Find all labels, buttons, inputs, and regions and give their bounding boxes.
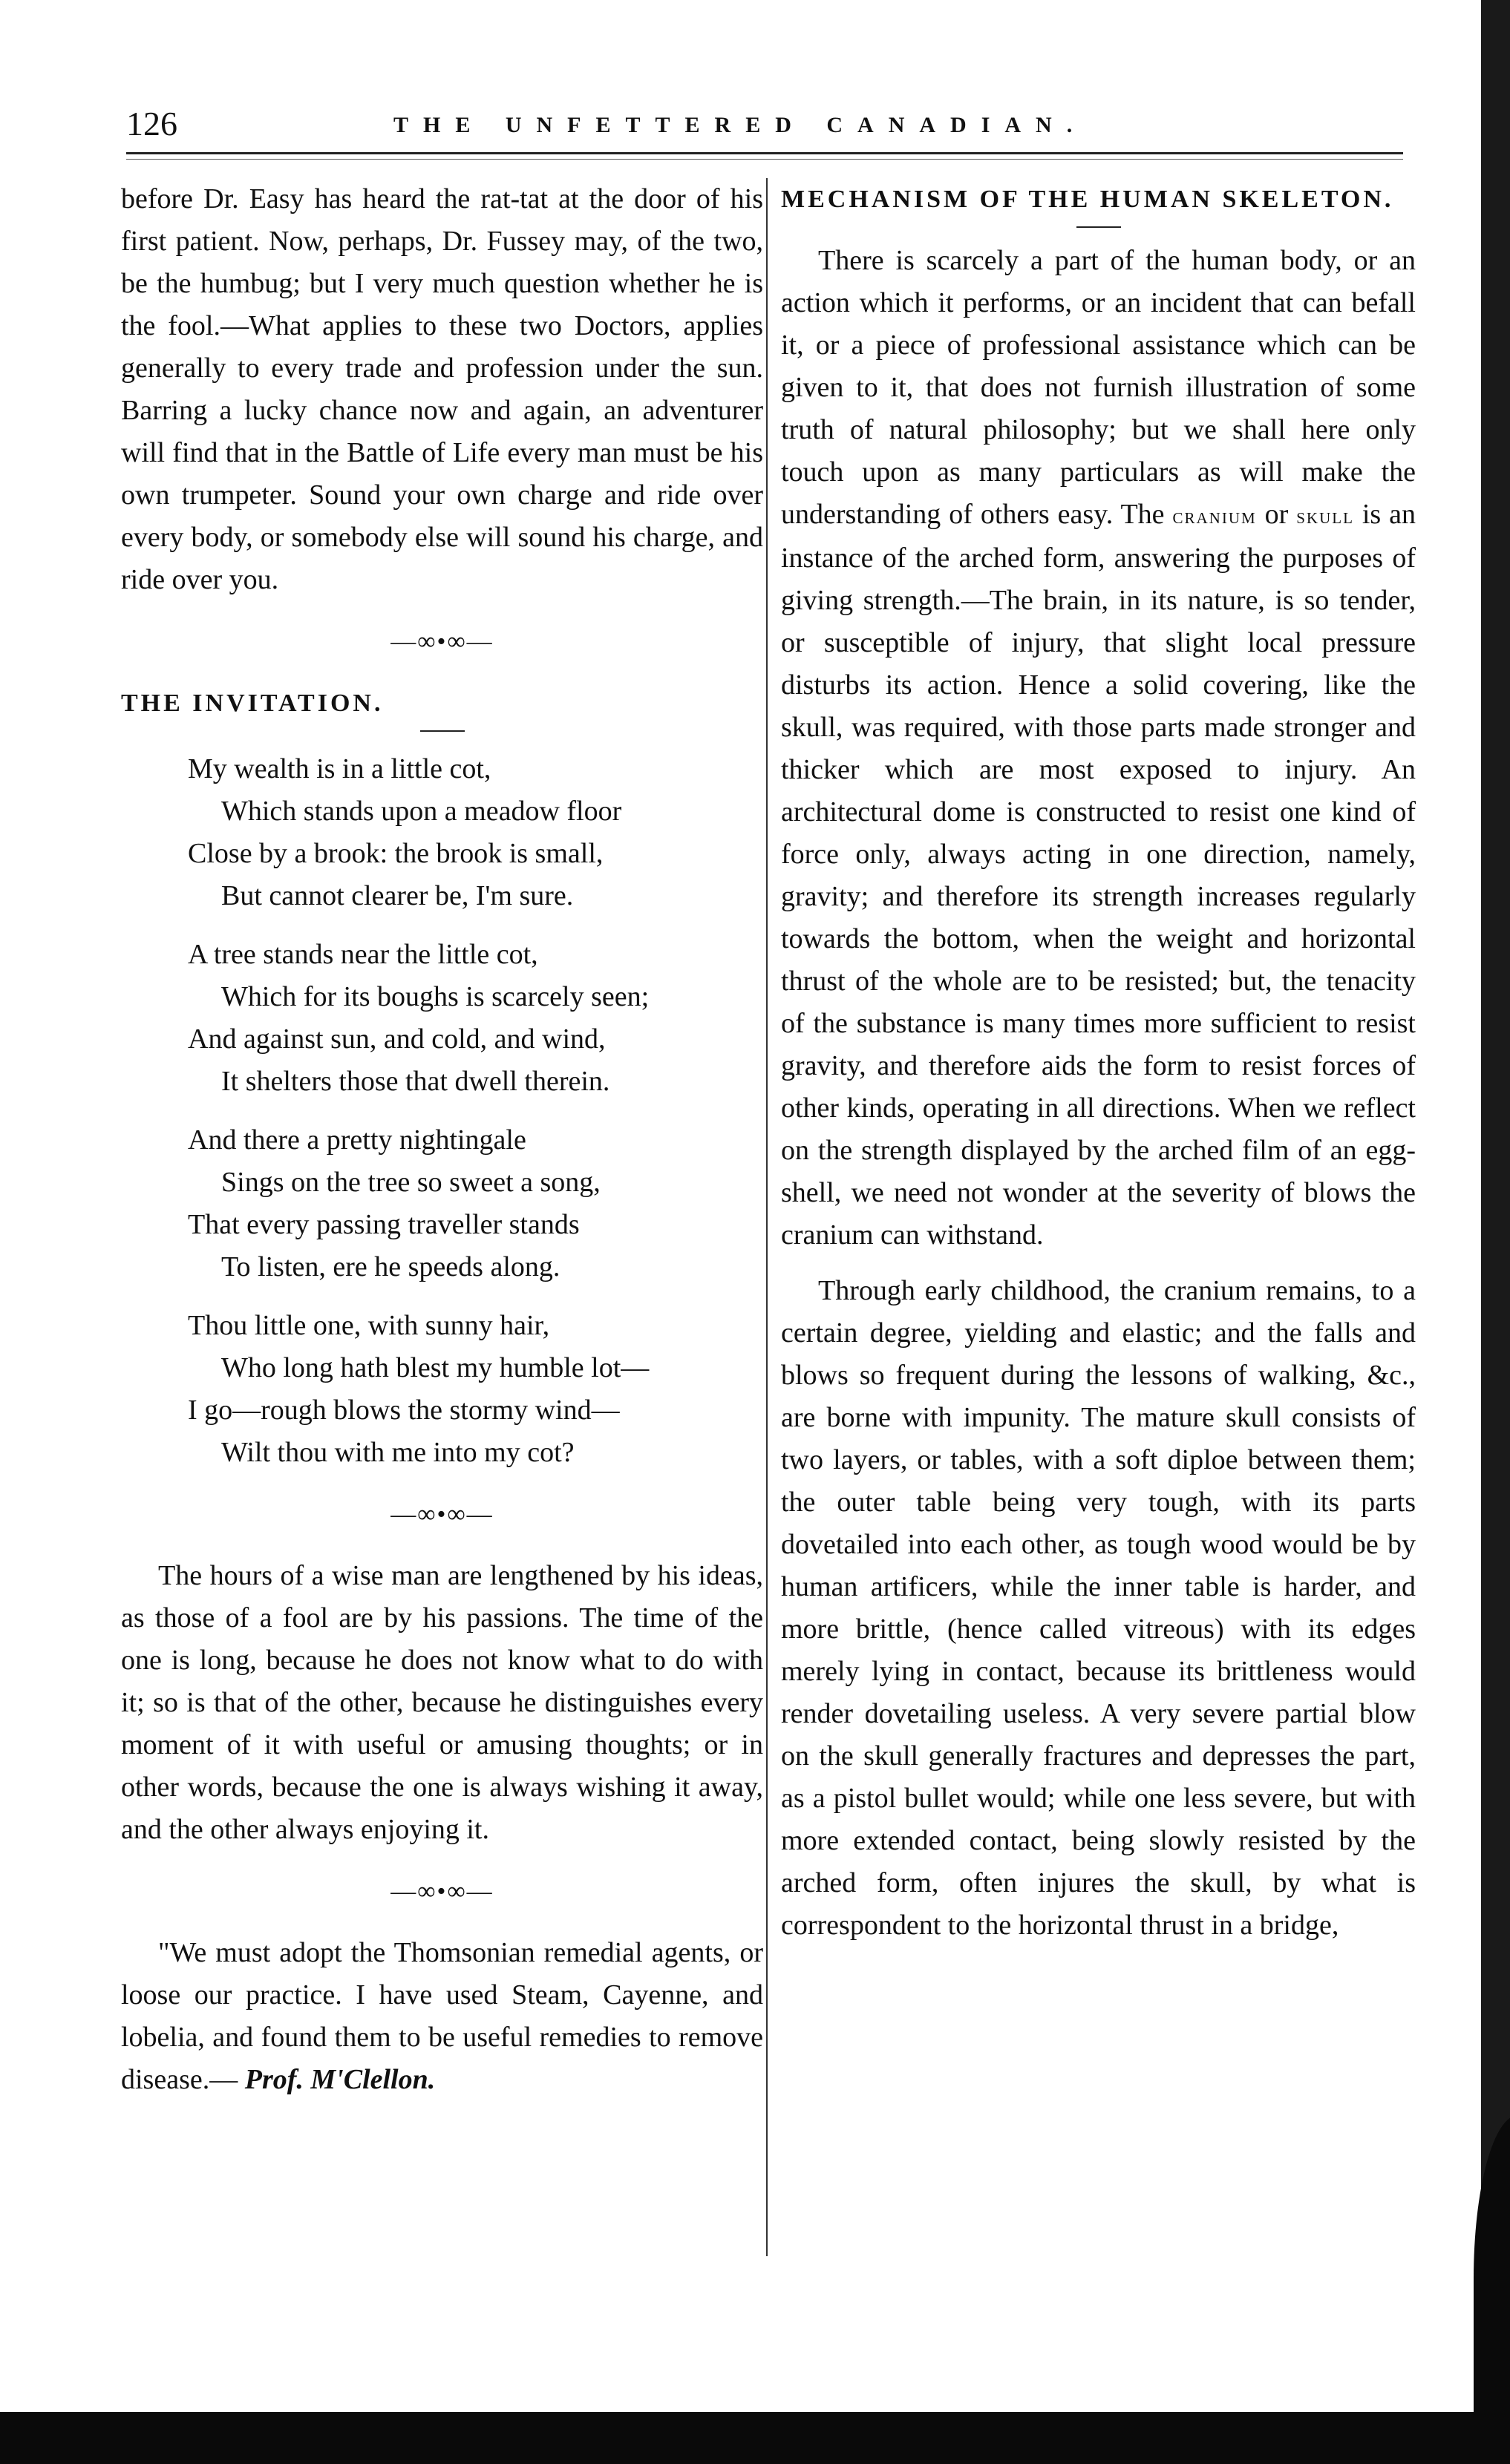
paragraph-childhood: Through early childhood, the cranium remains, to a certain degree, yielding and elastic; and the falls and blows so frequent during the lessons of walking, &c., are borne with impunity. The mature skull consists of two layers, or tables, with a soft diploe between them; the outer table being very tough, with its parts dovetailed into each other, as tough wood would be by human artificers, while the inner table is harder, and more brittle, (hence called vitreous) with its edges merely lying in contact, because its brittleness would render dovetailing useless. A very severe partial blow on the skull generally fractures and depresses the part, as a pistol bullet would; while one less severe, but with more extended contact, being slowly resisted by the arched form, often injures the skull, by what is correspondent to the horizontal thrust in a bridge,: [781, 1275, 1416, 1941]
ornament-divider: —∞•∞—: [390, 628, 494, 655]
poem-line: To listen, ere he speeds along.: [221, 1251, 560, 1282]
title-rule: [420, 730, 465, 732]
poem-line: My wealth is in a little cot,: [188, 753, 491, 784]
poem-line: A tree stands near the little cot,: [188, 939, 538, 970]
ornament-divider: —∞•∞—: [390, 1501, 494, 1528]
poem-stanza: [188, 748, 763, 917]
poem-line: Close by a brook: the brook is small,: [188, 838, 604, 869]
poem-line: Which for its boughs is scarcely seen;: [221, 981, 650, 1012]
poem-stanza: [188, 934, 763, 1103]
poem-line: I go—rough blows the stormy wind—: [188, 1395, 620, 1426]
header-rule: [126, 152, 1403, 154]
poem-stanza: [188, 1119, 763, 1288]
paragraph-doctors: before Dr. Easy has heard the rat-tat at the door of his first patient. Now, perhaps, Dr. Fussey may, of the two, be the humbug; but I very much question whether he is the fool.—What applies to these two Doctors, applies generally to every trade and profession under the sun. Barring a lucky chance now and again, an adventurer will find that in the Battle of Life every man must be his own trumpeter. Sound your own charge and ride over every body, or somebody else will sound his charge, and ride over you.: [121, 183, 763, 595]
poem-line: That every passing traveller stands: [188, 1209, 580, 1240]
paragraph-cranium: [781, 240, 1416, 1256]
right-column: [781, 178, 1416, 1947]
page-curl-shadow: [1474, 2115, 1510, 2427]
page-number: 126: [126, 105, 177, 142]
page-header: [126, 104, 1403, 148]
running-title: THE UNFETTERED CANADIAN.: [393, 113, 1088, 137]
article-title: MECHANISM OF THE HUMAN SKELETON.: [781, 186, 1394, 213]
term-skull: skull: [1296, 504, 1354, 528]
quote-text: "We must adopt the Thomsonian remedial agents, or loose our practice. I have used Steam, Cayenne, and lobelia, and found them to be useful remedies to remove disease.—: [121, 1937, 763, 2095]
poem-line: Which stands upon a meadow floor: [221, 796, 622, 827]
poem-line: Thou little one, with sunny hair,: [188, 1310, 550, 1341]
page-edge-shadow: [1481, 0, 1510, 2464]
poem-line: And against sun, and cold, and wind,: [188, 1023, 606, 1055]
poem-title: THE INVITATION.: [121, 689, 384, 717]
text-run: is an instance of the arched form, answering the purposes of giving strength.—The brain, in its nature, is so tender, or susceptible of injury, that slight local pressure disturbs its action. Hence a solid covering, like the skull, was required, with those parts made stronger and thicker which are most exposed to injury. An architectural dome is constructed to resist one kind of force only, always acting in one direction, namely, gravity; and therefore its strength increases regularly towards the bottom, when the weight and horizontal thrust of the whole are to be resisted; but, the tenacity of the substance is many times more sufficient to resist gravity, and therefore aids the form to resist forces of other kinds, operating in all directions. When we reflect on the strength displayed by the arched film of an egg-shell, we need not wonder at the severity of blows the cranium can withstand.: [781, 499, 1416, 1251]
poem-line: Who long hath blest my humble lot—: [221, 1352, 650, 1383]
paragraph-wise-man: The hours of a wise man are lengthened by his ideas, as those of a fool are by his passions. The time of the one is long, because he does not know what to do with it; so is that of the other, because he distinguishes every moment of it with useful or amusing thoughts; or in other words, because the one is always wishing it away, and the other always enjoying it.: [121, 1560, 763, 1845]
poem-line: And there a pretty nightingale: [188, 1124, 526, 1156]
text-run: or: [1264, 499, 1289, 530]
ornament-divider: —∞•∞—: [390, 1878, 494, 1905]
left-column: [121, 178, 763, 2101]
title-rule: [1076, 226, 1121, 228]
column-divider: [766, 178, 768, 2256]
poem-line: But cannot clearer be, I'm sure.: [221, 880, 574, 911]
poem-line: It shelters those that dwell therein.: [221, 1066, 610, 1097]
quote-signature: Prof. M'Clellon.: [244, 2064, 436, 2095]
poem-stanza: [188, 1305, 763, 1474]
text-run: There is scarcely a part of the human body, or an action which it performs, or an incident that can befall it, or a piece of professional assistance which can be given to it, that does not furnish illustration of some truth of natural philosophy; but we shall here only touch upon as many particulars as will make the understanding of others easy. The: [781, 245, 1416, 530]
poem-line: Wilt thou with me into my cot?: [221, 1437, 575, 1468]
header-rule-thin: [126, 159, 1403, 160]
poem-line: Sings on the tree so sweet a song,: [221, 1167, 601, 1198]
term-cranium: cranium: [1172, 504, 1257, 528]
paragraph-thomsonian: [121, 1932, 763, 2101]
bottom-scan-shadow: [0, 2412, 1510, 2464]
